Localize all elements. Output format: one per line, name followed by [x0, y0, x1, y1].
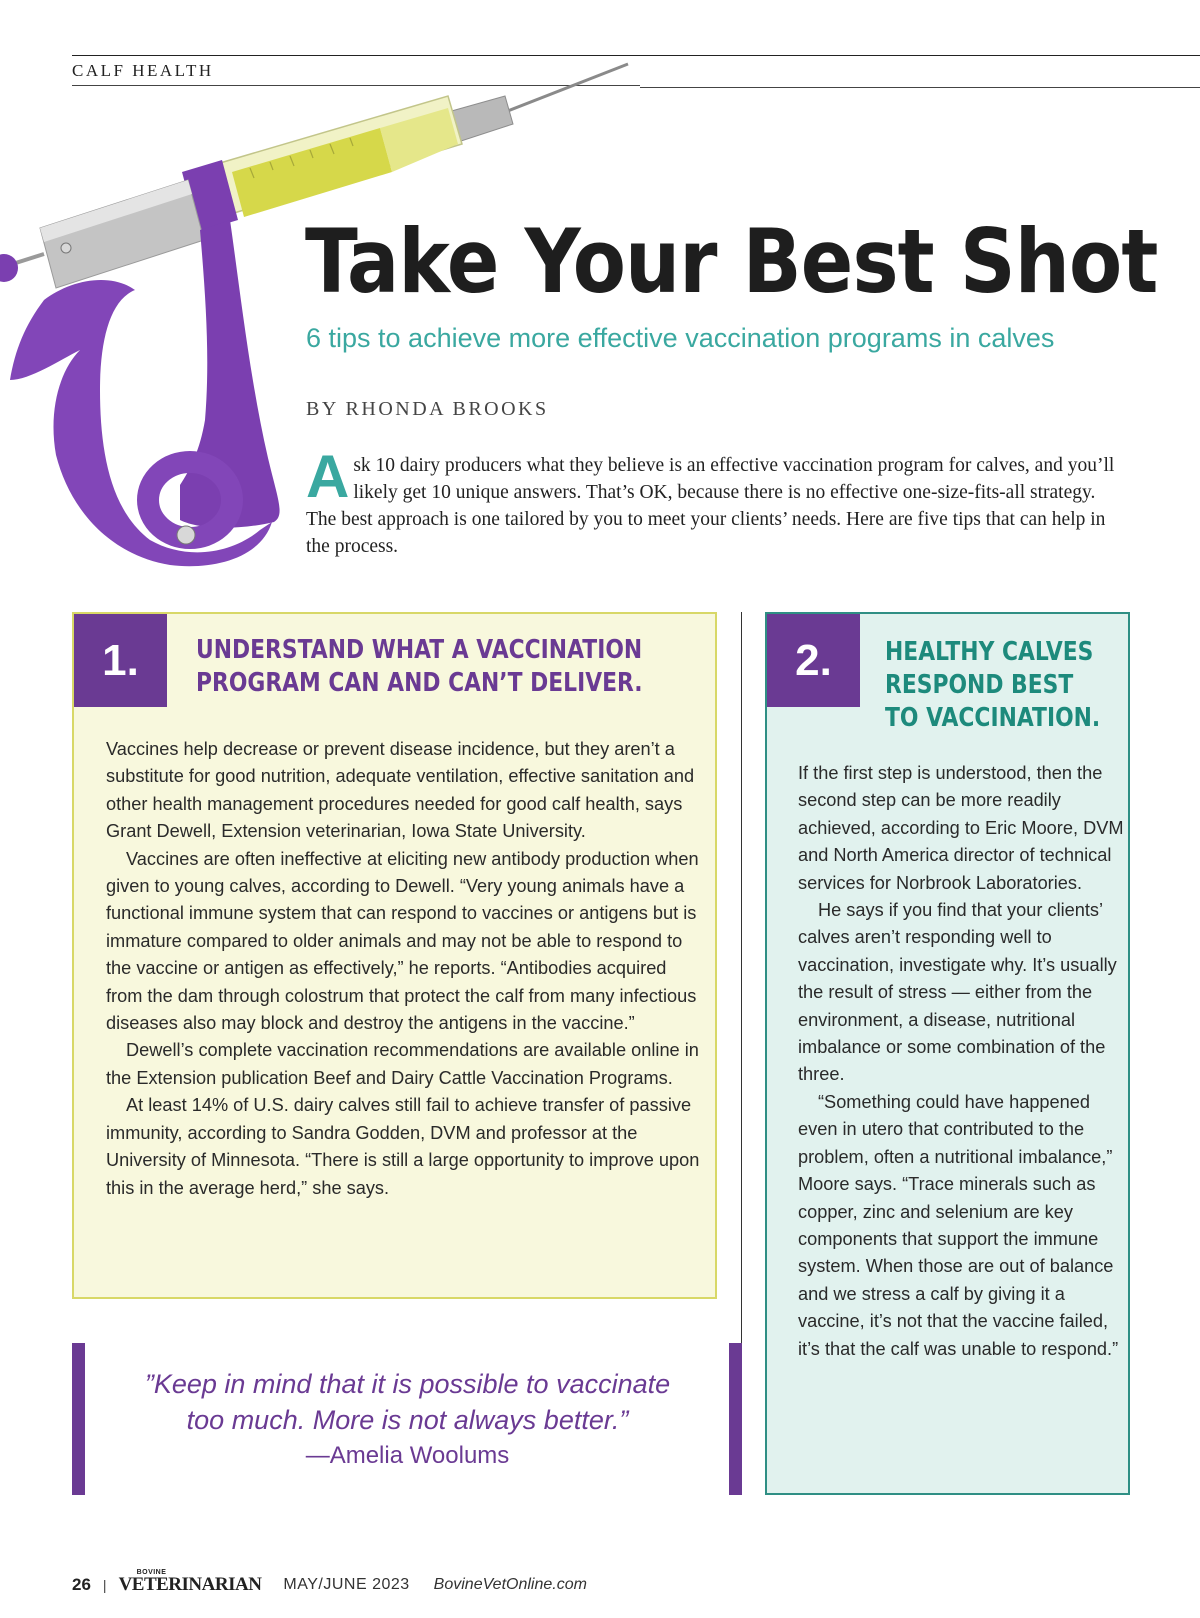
magazine-logo	[118, 1569, 262, 1596]
intro-text: sk 10 dairy producers what they believe is an effective vaccination program for calves, and you’ll likely get 10 unique answers. That’s OK, because there is no effective one-size-fits-all strategy. The best approach is one tailored by you to meet your clients’ needs. Here are five tips that can help in the process.	[306, 455, 1115, 557]
logo-small-text: BOVINE	[136, 1569, 167, 1576]
byline: BY RHONDA BROOKS	[306, 398, 549, 420]
logo-main-text: VETERINARIAN	[118, 1574, 262, 1595]
tip-1-box	[72, 612, 717, 1299]
tip-1-body	[106, 736, 706, 1202]
tip-2-heading-line: HEALTHY CALVES	[885, 637, 1094, 667]
paragraph: Vaccines help decrease or prevent disease incidence, but they aren’t a substitute for good nutrition, adequate ventilation, effective sanitation and other health management procedures needed for good calf health, says Grant Dewell, Extension veterinarian, Iowa State University.	[106, 739, 695, 842]
website-url: BovineVetOnline.com	[433, 1576, 587, 1593]
paragraph: Dewell’s complete vaccination recommendations are available online in the Extension publication Beef and Dairy Cattle Vaccination Programs.	[106, 1040, 699, 1088]
intro-paragraph	[306, 443, 1126, 560]
tip-1-heading	[196, 634, 643, 700]
pullquote-line: too much. More is not always better.”	[186, 1405, 629, 1435]
tip-2-heading	[885, 636, 1100, 735]
tip-2-body	[798, 760, 1128, 1363]
paragraph: “Something could have happened even in utero that contributed to the problem, often a nutritional imbalance,” Moore says. “Trace minerals such as copper, zinc and selenium are key components that support the immune system. When those are out of balance and we stress a calf by giving it a vaccine, it’s not that the vaccine failed, it’s that the calf was unable to respond.”	[798, 1091, 1119, 1359]
page-footer	[72, 1569, 587, 1596]
section-label: CALF HEALTH	[72, 61, 214, 80]
paragraph: If the first step is understood, then the second step can be more readily achieved, according to Eric Moore, DVM and North America director of technical services for Norbrook Laboratories.	[798, 763, 1124, 893]
pullquote-attribution: —Amelia Woolums	[305, 1442, 510, 1469]
paragraph: Vaccines are often ineffective at eliciting new antibody production when given to young calves, according to Dewell. “Very young animals have a functional immune system that can respond to vaccines or antigens but is immature compared to older animals and may not be able to respond to the vaccine or antigen as effectively,” he reports. “Antibodies acquired from the dam through colostrum that protect the calf from many infectious diseases also may block and destroy the antigens in the vaccine.”	[106, 848, 699, 1034]
tip-1-heading-line: UNDERSTAND WHAT A VACCINATION	[196, 635, 643, 665]
tip-2-heading-line: RESPOND BEST	[885, 670, 1074, 700]
tip-1-heading-line: PROGRAM CAN AND CAN’T DELIVER.	[196, 668, 643, 698]
tip-1-number: 1.	[74, 614, 167, 707]
page-number: 26	[72, 1575, 91, 1594]
top-rule	[72, 55, 1200, 56]
pullquote-bar-left	[72, 1343, 85, 1495]
pullquote-line: ”Keep in mind that it is possible to vaccinate	[144, 1369, 671, 1399]
drop-cap: A	[306, 443, 350, 510]
paragraph: At least 14% of U.S. dairy calves still fail to achieve transfer of passive immunity, according to Sandra Godden, DVM and professor at the University of Minnesota. “There is still a large opportunity to improve upon this in the average herd,” she says.	[106, 1095, 700, 1198]
footer-separator: |	[102, 1577, 107, 1593]
tip-2-box	[765, 612, 1130, 1495]
tip-2-number: 2.	[767, 614, 860, 707]
tip-2-heading-line: TO VACCINATION.	[885, 703, 1101, 733]
pullquote	[100, 1366, 715, 1438]
article-title: Take Your Best Shot	[305, 210, 1158, 313]
pullquote-bar-right	[729, 1343, 742, 1495]
issue-date: MAY/JUNE 2023	[283, 1576, 410, 1593]
paragraph: He says if you find that your clients’ calves aren’t responding well to vaccination, investigate why. It’s usually the result of stress — either from the environment, a disease, nutritional imbalance or some combination of the three.	[798, 900, 1117, 1085]
section-rule-right	[640, 87, 1200, 88]
article-subtitle: 6 tips to achieve more effective vaccination programs in calves	[306, 323, 1055, 353]
